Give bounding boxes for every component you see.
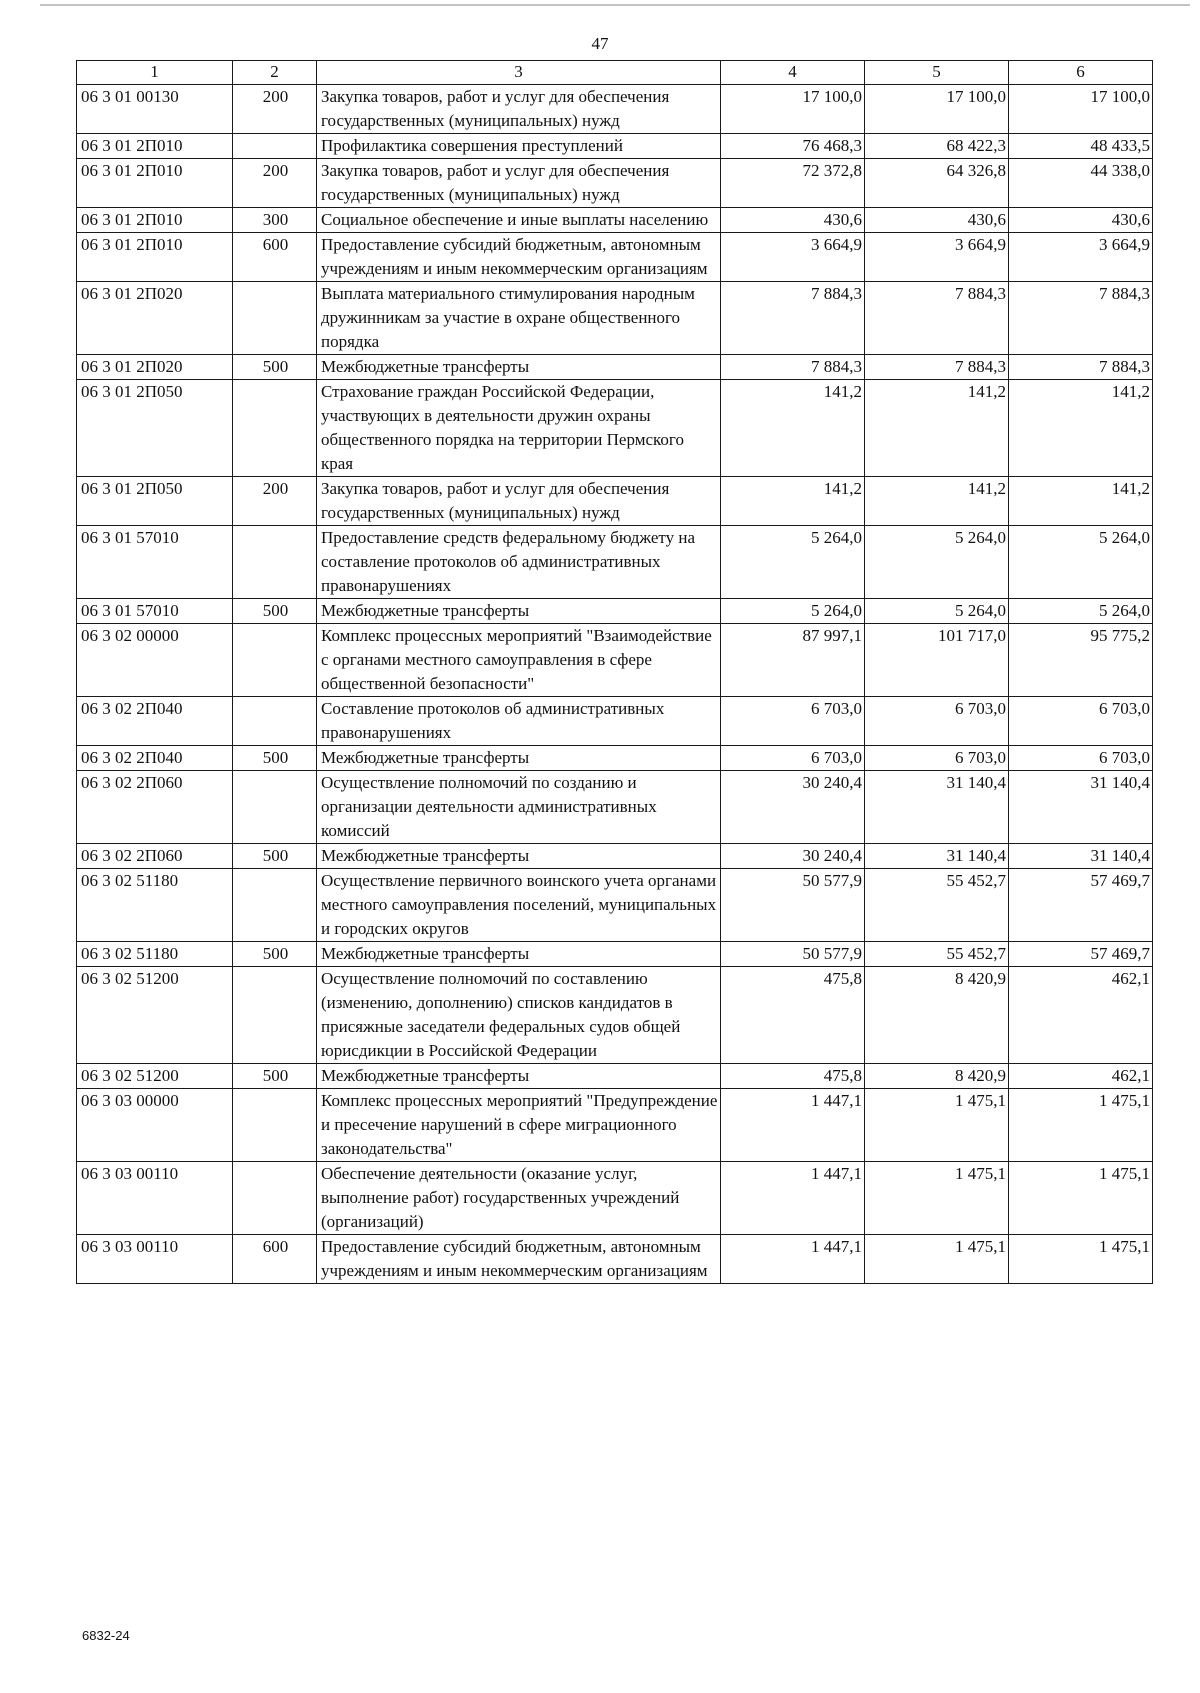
row-name-cell: Осуществление полномочий по составлению (изменению, дополнению) списков кандидатов в присяжные заседатели федеральных судов общей юрисдикции в Российской Федерации [317,967,721,1064]
row-code-cell: 06 3 01 57010 [77,599,233,624]
row-value-col5: 55 452,7 [865,869,1009,942]
row-value-col5: 68 422,3 [865,134,1009,159]
row-value-col5: 1 475,1 [865,1235,1009,1284]
row-value-col5: 101 717,0 [865,624,1009,697]
row-name-cell: Закупка товаров, работ и услуг для обеспечения государственных (муниципальных) нужд [317,85,721,134]
row-value-col4: 1 447,1 [721,1089,865,1162]
header-col-3: 3 [317,61,721,85]
row-kind-cell: 600 [233,1235,317,1284]
row-value-col4: 7 884,3 [721,282,865,355]
row-name-cell: Предоставление средств федеральному бюджету на составление протоколов об административных правонарушениях [317,526,721,599]
row-value-col6: 57 469,7 [1009,869,1153,942]
row-kind-cell: 200 [233,159,317,208]
row-value-col6: 6 703,0 [1009,746,1153,771]
header-col-5: 5 [865,61,1009,85]
row-value-col6: 31 140,4 [1009,844,1153,869]
row-value-col6: 7 884,3 [1009,282,1153,355]
row-value-col4: 141,2 [721,477,865,526]
row-value-col5: 430,6 [865,208,1009,233]
row-value-col5: 6 703,0 [865,746,1009,771]
row-value-col5: 31 140,4 [865,771,1009,844]
table-row [77,233,1153,282]
row-kind-cell: 200 [233,85,317,134]
table-row [77,746,1153,771]
table-row [77,697,1153,746]
row-kind-cell [233,1089,317,1162]
row-value-col5: 5 264,0 [865,526,1009,599]
header-col-1: 1 [77,61,233,85]
row-value-col4: 50 577,9 [721,869,865,942]
row-value-col5: 5 264,0 [865,599,1009,624]
row-kind-cell: 500 [233,844,317,869]
row-value-col6: 6 703,0 [1009,697,1153,746]
row-value-col4: 6 703,0 [721,697,865,746]
row-kind-cell [233,282,317,355]
row-value-col4: 475,8 [721,1064,865,1089]
header-col-2: 2 [233,61,317,85]
row-kind-cell [233,697,317,746]
table-row [77,208,1153,233]
row-value-col4: 87 997,1 [721,624,865,697]
row-code-cell: 06 3 02 2П040 [77,697,233,746]
row-kind-cell [233,771,317,844]
row-code-cell: 06 3 01 2П010 [77,233,233,282]
row-code-cell: 06 3 02 00000 [77,624,233,697]
row-value-col5: 7 884,3 [865,282,1009,355]
row-code-cell: 06 3 01 2П050 [77,477,233,526]
row-code-cell: 06 3 02 2П060 [77,844,233,869]
row-value-col5: 17 100,0 [865,85,1009,134]
row-code-cell: 06 3 01 2П010 [77,134,233,159]
table-row [77,159,1153,208]
document-id: 6832-24 [82,1628,130,1643]
row-value-col4: 7 884,3 [721,355,865,380]
row-kind-cell [233,967,317,1064]
row-value-col4: 17 100,0 [721,85,865,134]
budget-table [76,60,1153,1284]
row-name-cell: Комплекс процессных мероприятий "Взаимодействие с органами местного самоуправления в сфере общественной безопасности" [317,624,721,697]
row-value-col6: 44 338,0 [1009,159,1153,208]
row-value-col6: 1 475,1 [1009,1235,1153,1284]
row-name-cell: Межбюджетные трансферты [317,844,721,869]
header-col-6: 6 [1009,61,1153,85]
table-row [77,282,1153,355]
row-name-cell: Межбюджетные трансферты [317,1064,721,1089]
row-value-col4: 430,6 [721,208,865,233]
table-row [77,869,1153,942]
row-value-col4: 50 577,9 [721,942,865,967]
row-name-cell: Осуществление полномочий по созданию и организации деятельности административных комиссий [317,771,721,844]
row-name-cell: Закупка товаров, работ и услуг для обеспечения государственных (муниципальных) нужд [317,159,721,208]
table-row [77,942,1153,967]
row-kind-cell [233,134,317,159]
row-value-col6: 462,1 [1009,1064,1153,1089]
row-code-cell: 06 3 03 00110 [77,1235,233,1284]
row-name-cell: Выплата материального стимулирования народным дружинникам за участие в охране общественного порядка [317,282,721,355]
row-value-col5: 8 420,9 [865,1064,1009,1089]
row-value-col4: 76 468,3 [721,134,865,159]
row-value-col6: 95 775,2 [1009,624,1153,697]
row-code-cell: 06 3 01 2П020 [77,355,233,380]
row-code-cell: 06 3 01 57010 [77,526,233,599]
table-row [77,1235,1153,1284]
row-value-col6: 48 433,5 [1009,134,1153,159]
table-row [77,967,1153,1064]
row-value-col5: 6 703,0 [865,697,1009,746]
row-value-col4: 1 447,1 [721,1162,865,1235]
row-code-cell: 06 3 02 2П040 [77,746,233,771]
row-code-cell: 06 3 02 51180 [77,942,233,967]
row-value-col6: 3 664,9 [1009,233,1153,282]
row-value-col6: 5 264,0 [1009,599,1153,624]
row-kind-cell: 500 [233,942,317,967]
row-code-cell: 06 3 02 51180 [77,869,233,942]
table-row [77,1064,1153,1089]
row-value-col6: 31 140,4 [1009,771,1153,844]
row-value-col5: 31 140,4 [865,844,1009,869]
row-code-cell: 06 3 01 2П010 [77,159,233,208]
row-name-cell: Составление протоколов об административных правонарушениях [317,697,721,746]
table-header [77,61,1153,85]
row-kind-cell [233,869,317,942]
row-value-col6: 430,6 [1009,208,1153,233]
table-row [77,1089,1153,1162]
table-row [77,355,1153,380]
row-value-col5: 1 475,1 [865,1089,1009,1162]
row-kind-cell: 500 [233,355,317,380]
row-value-col6: 5 264,0 [1009,526,1153,599]
table-row [77,624,1153,697]
row-name-cell: Закупка товаров, работ и услуг для обеспечения государственных (муниципальных) нужд [317,477,721,526]
row-value-col4: 1 447,1 [721,1235,865,1284]
row-value-col5: 64 326,8 [865,159,1009,208]
row-code-cell: 06 3 01 2П020 [77,282,233,355]
row-code-cell: 06 3 03 00110 [77,1162,233,1235]
table-row [77,380,1153,477]
row-kind-cell: 500 [233,746,317,771]
row-value-col5: 3 664,9 [865,233,1009,282]
table-row [77,85,1153,134]
row-value-col4: 141,2 [721,380,865,477]
table-row [77,477,1153,526]
row-value-col4: 5 264,0 [721,526,865,599]
row-name-cell: Межбюджетные трансферты [317,746,721,771]
row-value-col4: 72 372,8 [721,159,865,208]
row-value-col6: 17 100,0 [1009,85,1153,134]
row-code-cell: 06 3 03 00000 [77,1089,233,1162]
row-value-col6: 7 884,3 [1009,355,1153,380]
row-value-col6: 57 469,7 [1009,942,1153,967]
table-row [77,771,1153,844]
header-col-4: 4 [721,61,865,85]
row-kind-cell: 200 [233,477,317,526]
table-row [77,526,1153,599]
row-code-cell: 06 3 01 00130 [77,85,233,134]
row-code-cell: 06 3 02 2П060 [77,771,233,844]
row-kind-cell [233,624,317,697]
row-value-col5: 7 884,3 [865,355,1009,380]
row-kind-cell: 600 [233,233,317,282]
row-value-col4: 475,8 [721,967,865,1064]
row-name-cell: Межбюджетные трансферты [317,599,721,624]
row-kind-cell [233,1162,317,1235]
row-name-cell: Профилактика совершения преступлений [317,134,721,159]
row-kind-cell: 300 [233,208,317,233]
page-number: 47 [591,34,609,53]
row-value-col4: 6 703,0 [721,746,865,771]
scan-top-edge [40,4,1190,6]
table-row [77,1162,1153,1235]
row-value-col6: 462,1 [1009,967,1153,1064]
row-value-col4: 30 240,4 [721,844,865,869]
table-row [77,134,1153,159]
header-row [77,61,1153,85]
row-value-col5: 55 452,7 [865,942,1009,967]
row-value-col6: 1 475,1 [1009,1089,1153,1162]
row-name-cell: Межбюджетные трансферты [317,942,721,967]
table-row [77,844,1153,869]
row-value-col4: 3 664,9 [721,233,865,282]
row-value-col6: 1 475,1 [1009,1162,1153,1235]
row-value-col4: 30 240,4 [721,771,865,844]
row-name-cell: Обеспечение деятельности (оказание услуг, выполнение работ) государственных учреждений (организаций) [317,1162,721,1235]
row-code-cell: 06 3 02 51200 [77,1064,233,1089]
row-kind-cell [233,526,317,599]
row-name-cell: Комплекс процессных мероприятий "Предупреждение и пресечение нарушений в сфере миграционного законодательства" [317,1089,721,1162]
row-value-col5: 8 420,9 [865,967,1009,1064]
row-value-col5: 1 475,1 [865,1162,1009,1235]
row-value-col5: 141,2 [865,380,1009,477]
table-body [77,85,1153,1284]
row-name-cell: Предоставление субсидий бюджетным, автономным учреждениям и иным некоммерческим организациям [317,233,721,282]
row-name-cell: Социальное обеспечение и иные выплаты населению [317,208,721,233]
row-kind-cell [233,380,317,477]
table-row [77,599,1153,624]
row-code-cell: 06 3 01 2П050 [77,380,233,477]
row-name-cell: Страхование граждан Российской Федерации, участвующих в деятельности дружин охраны общественного порядка на территории Пермского края [317,380,721,477]
row-code-cell: 06 3 02 51200 [77,967,233,1064]
row-name-cell: Межбюджетные трансферты [317,355,721,380]
row-value-col4: 5 264,0 [721,599,865,624]
row-value-col5: 141,2 [865,477,1009,526]
row-name-cell: Предоставление субсидий бюджетным, автономным учреждениям и иным некоммерческим организациям [317,1235,721,1284]
row-code-cell: 06 3 01 2П010 [77,208,233,233]
row-value-col6: 141,2 [1009,477,1153,526]
row-name-cell: Осуществление первичного воинского учета органами местного самоуправления поселений, муниципальных и городских округов [317,869,721,942]
row-value-col6: 141,2 [1009,380,1153,477]
row-kind-cell: 500 [233,599,317,624]
row-kind-cell: 500 [233,1064,317,1089]
